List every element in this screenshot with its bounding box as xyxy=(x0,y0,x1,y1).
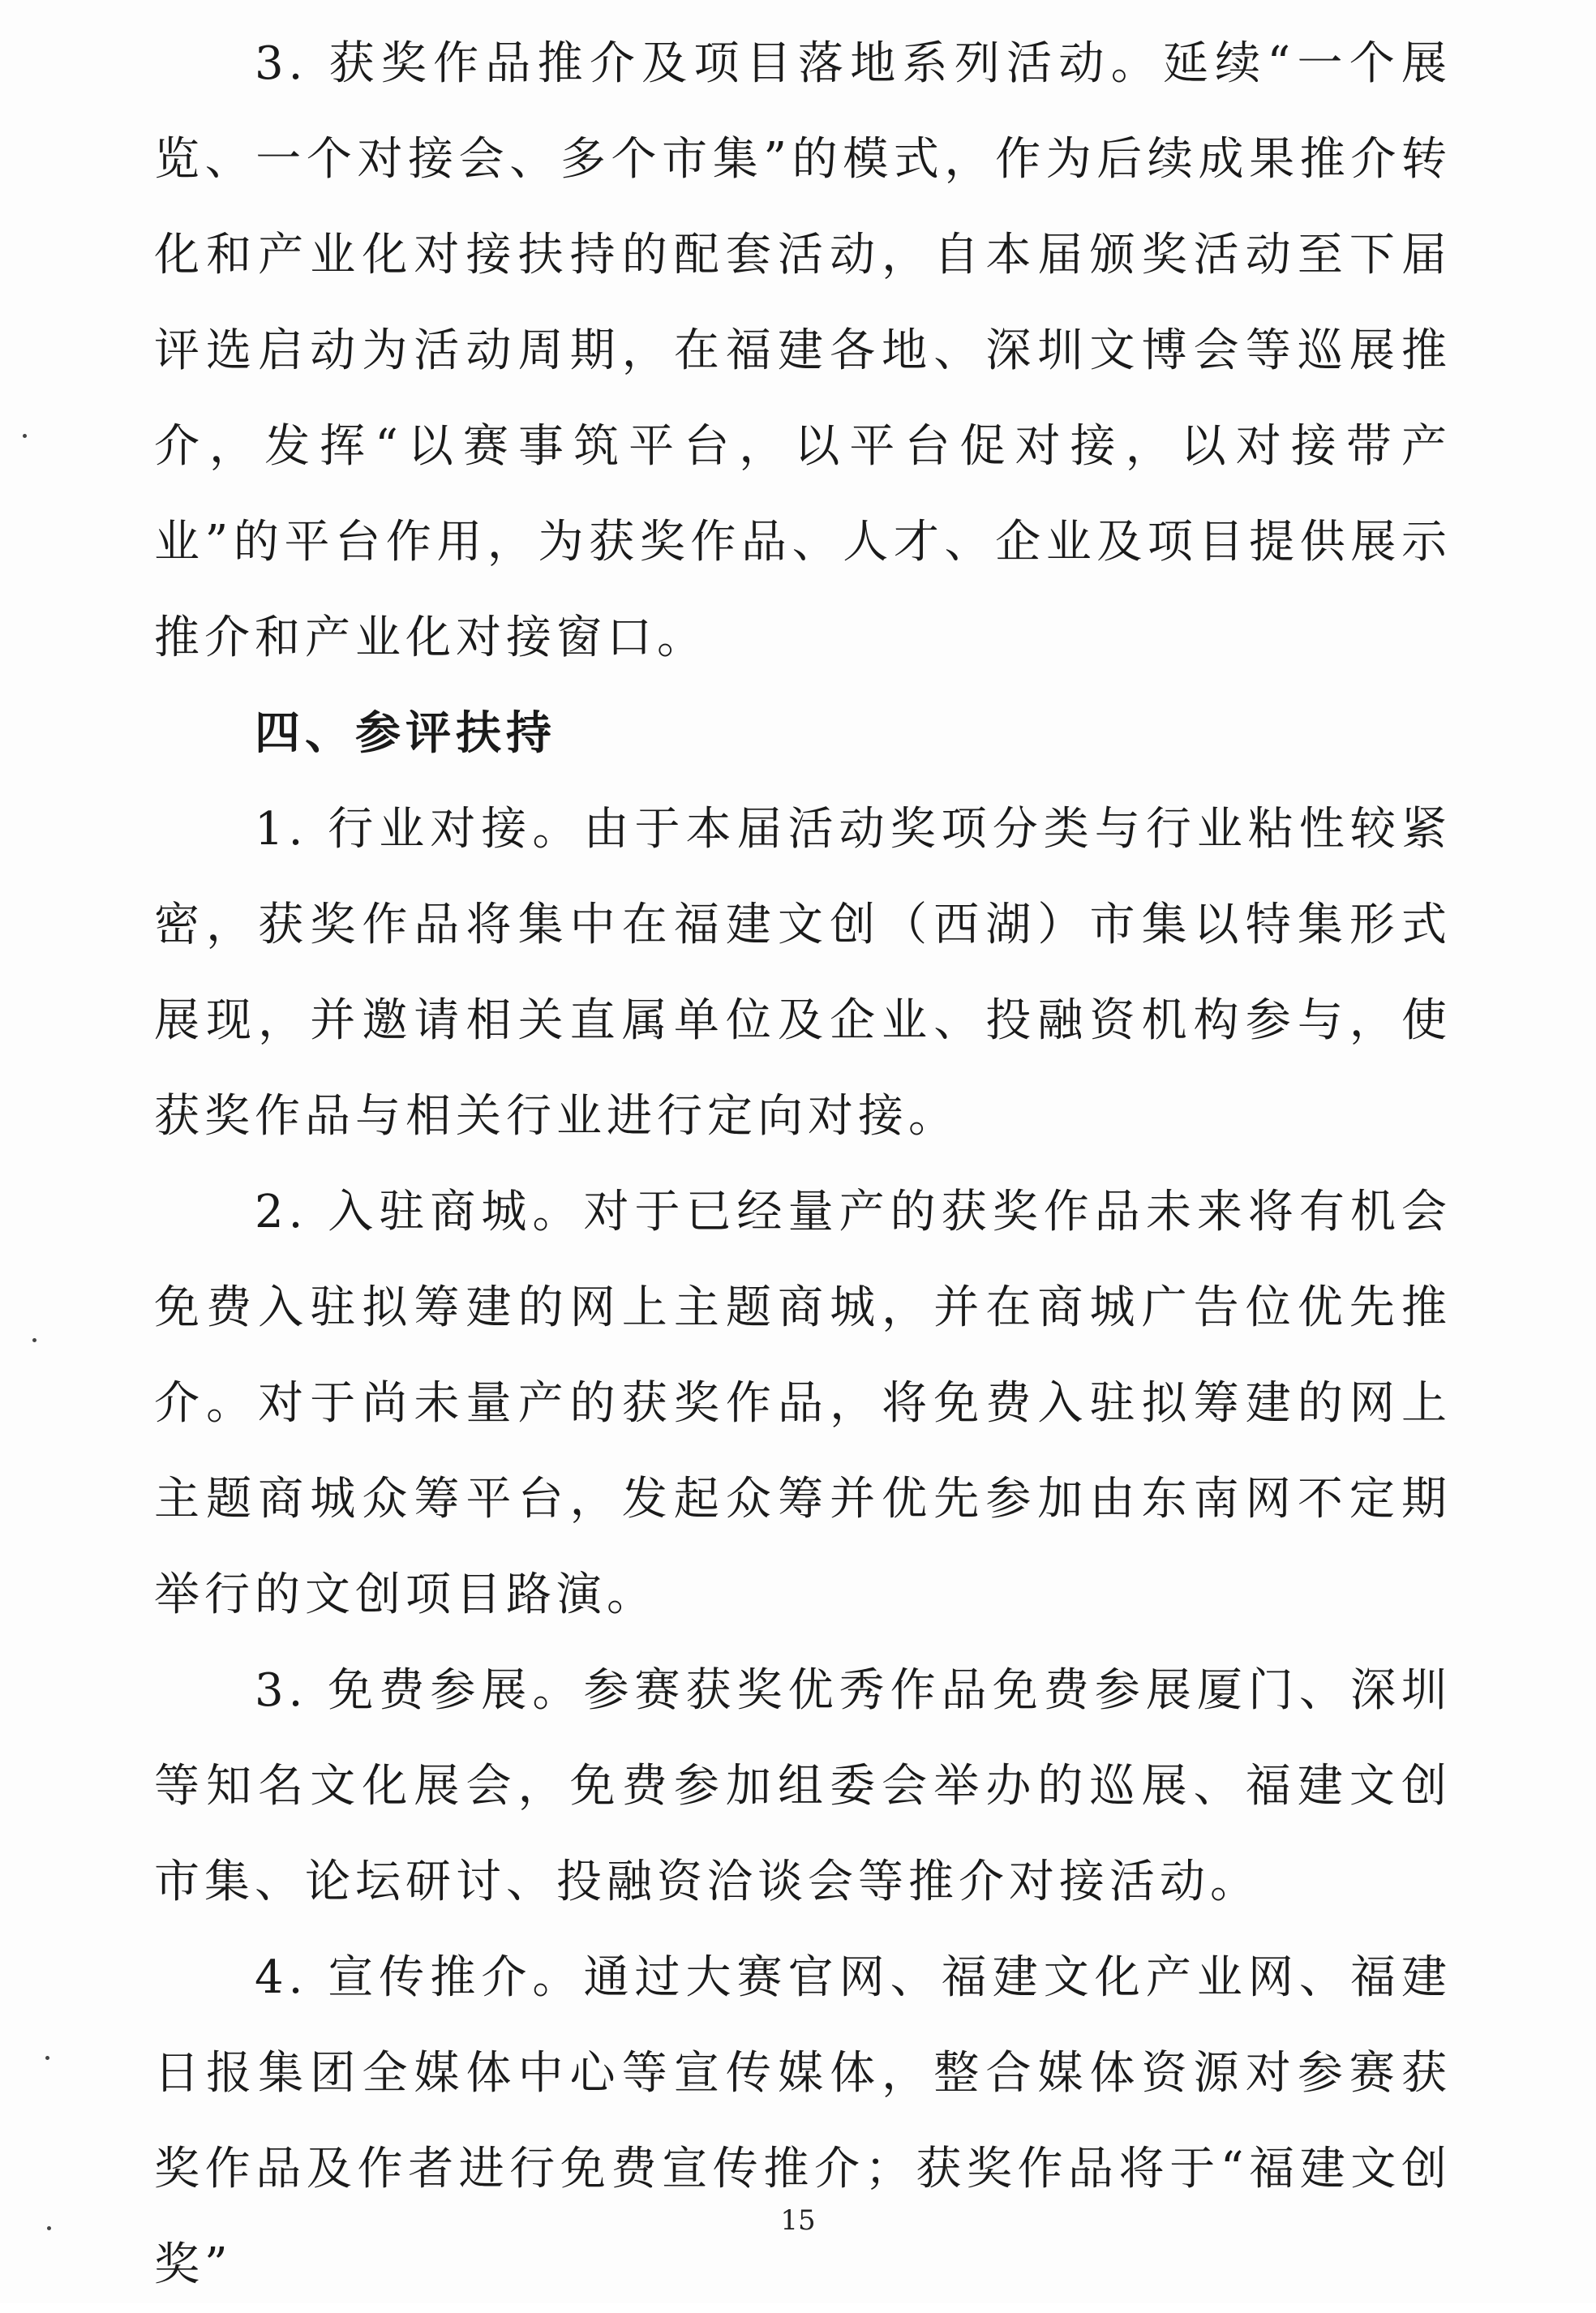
paragraph-promotion: 4. 宣传推介。通过大赛官网、福建文化产业网、福建日报集团全媒体中心等宣传媒体，整合媒体资源对参赛获奖作品及作者进行免费宣传推介；获奖作品将于“福建文创奖” xyxy=(154,1951,1452,2291)
paragraph-industry-matching: 1. 行业对接。由于本届活动奖项分类与行业粘性较紧密，获奖作品将集中在福建文创（西湖）市集以特集形式展现，并邀请相关直属单位及企业、投融资机构参与，使获奖作品与相关行业进行定向对接。 xyxy=(154,803,1452,1143)
scan-speck xyxy=(23,434,27,438)
paragraph-free-exhibition: 3. 免费参展。参赛获奖优秀作品免费参展厦门、深圳等知名文化展会，免费参加组委会举办的巡展、福建文创市集、论坛研讨、投融资洽谈会等推介对接活动。 xyxy=(154,1664,1452,1908)
scan-speck xyxy=(32,1338,36,1342)
scan-speck xyxy=(45,2056,49,2060)
paragraph-mall-entry: 2. 入驻商城。对于已经量产的获奖作品未来将有机会免费入驻拟筹建的网上主题商城，并在商城广告位优先推介。对于尚未量产的获奖作品，将免费入驻拟筹建的网上主题商城众筹平台，发起众筹并优先参加由东南网不定期举行的文创项目路演。 xyxy=(154,1186,1452,1621)
paragraph-award-activities: 3. 获奖作品推介及项目落地系列活动。延续“一个展览、一个对接会、多个市集”的模式，作为后续成果推介转化和产业化对接扶持的配套活动，自本届颁奖活动至下届评选启动为活动周期，在福建各地、深圳文博会等巡展推介，发挥“以赛事筑平台，以平台促对接，以对接带产业”的平台作用，为获奖作品、人才、企业及项目提供展示推介和产业化对接窗口。 xyxy=(154,37,1452,664)
document-body xyxy=(154,16,1452,2313)
section-heading-evaluation-support: 四、参评扶持 xyxy=(255,707,556,760)
scan-speck xyxy=(47,2226,51,2230)
page-number: 15 xyxy=(780,2204,816,2237)
